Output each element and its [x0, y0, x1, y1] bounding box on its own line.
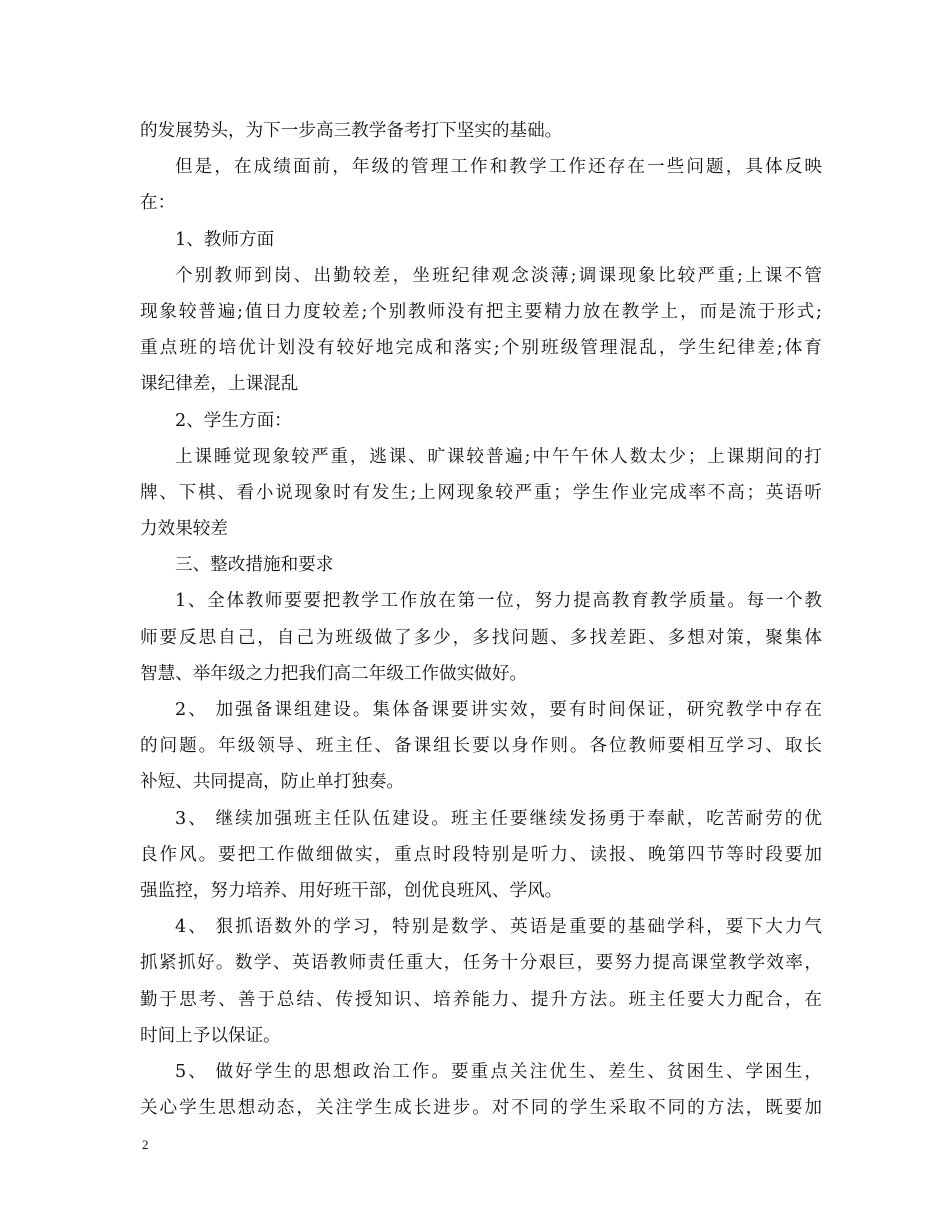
text-line: 5、 做好学生的思想政治工作。要重点关注优生、差生、贫困生、学困生，: [175, 1061, 822, 1082]
text-line: 师要反思自己，自己为班级做了多少，多找问题、多找差距、多想对策，聚集体: [140, 627, 822, 648]
document-body: [140, 113, 822, 1126]
text-line: 良作风。要把工作做细做实，重点时段特别是听力、读报、晚第四节等时段要加: [140, 844, 822, 865]
text-line: 但是，在成绩面前，年级的管理工作和教学工作还存在一些问题，具体反映: [175, 157, 822, 178]
text-line: 关心学生思想动态，关注学生成长进步。对不同的学生采取不同的方法，既要加: [140, 1098, 822, 1119]
text-line: 在：: [140, 193, 176, 214]
text-line: 三、整改措施和要求: [175, 555, 334, 576]
text-line: 牌、下棋、看小说现象时有发生;上网现象较严重；学生作业完成率不高；英语听: [140, 482, 822, 503]
text-line: 抓紧抓好。数学、英语教师责任重大，任务十分艰巨，要努力提高课堂教学效率，: [140, 953, 822, 974]
text-line: 力效果较差: [140, 519, 228, 540]
text-line: 的问题。年级领导、班主任、备课组长要以身作则。各位教师要相互学习、取长: [140, 736, 822, 757]
text-line: 上课睡觉现象较严重，逃课、旷课较普遍;中午午休人数太少；上课期间的打: [175, 446, 822, 467]
text-line: 4、 狠抓语数外的学习，特别是数学、英语是重要的基础学科，要下大力气: [175, 917, 822, 938]
text-line: 1、全体教师要要把教学工作放在第一位，努力提高教育教学质量。每一个教: [175, 591, 822, 612]
text-line: 时间上予以保证。: [140, 1025, 281, 1046]
text-line: 的发展势头，为下一步高三教学备考打下坚实的基础。: [140, 121, 563, 141]
text-line: 现象较普遍;值日力度较差;个别教师没有把主要精力放在教学上，而是流于形式;: [140, 301, 822, 322]
text-line: 智慧、举年级之力把我们高二年级工作做实做好。: [140, 663, 528, 684]
text-line: 1、教师方面: [175, 229, 275, 250]
text-line: 重点班的培优计划没有较好地完成和落实;个别班级管理混乱，学生纪律差;体育: [140, 338, 822, 359]
text-line: 2、 加强备课组建设。集体备课要讲实效，要有时间保证，研究教学中存在: [175, 700, 822, 720]
text-line: 个别教师到岗、出勤较差，坐班纪律观念淡薄;调课现象比较严重;上课不管: [175, 265, 822, 286]
text-line: 3、 继续加强班主任队伍建设。班主任要继续发扬勇于奉献，吃苦耐劳的优: [175, 808, 822, 829]
text-line: 勤于思考、善于总结、传授知识、培养能力、提升方法。班主任要大力配合，在: [140, 989, 822, 1010]
text-line: 2、学生方面：: [175, 410, 292, 431]
text-line: 强监控，努力培养、用好班干部，创优良班风、学风。: [140, 880, 563, 901]
text-line: 课纪律差，上课混乱: [140, 374, 299, 395]
page-number: 2: [142, 1137, 149, 1152]
text-line: 补短、共同提高，防止单打独奏。: [140, 772, 404, 793]
